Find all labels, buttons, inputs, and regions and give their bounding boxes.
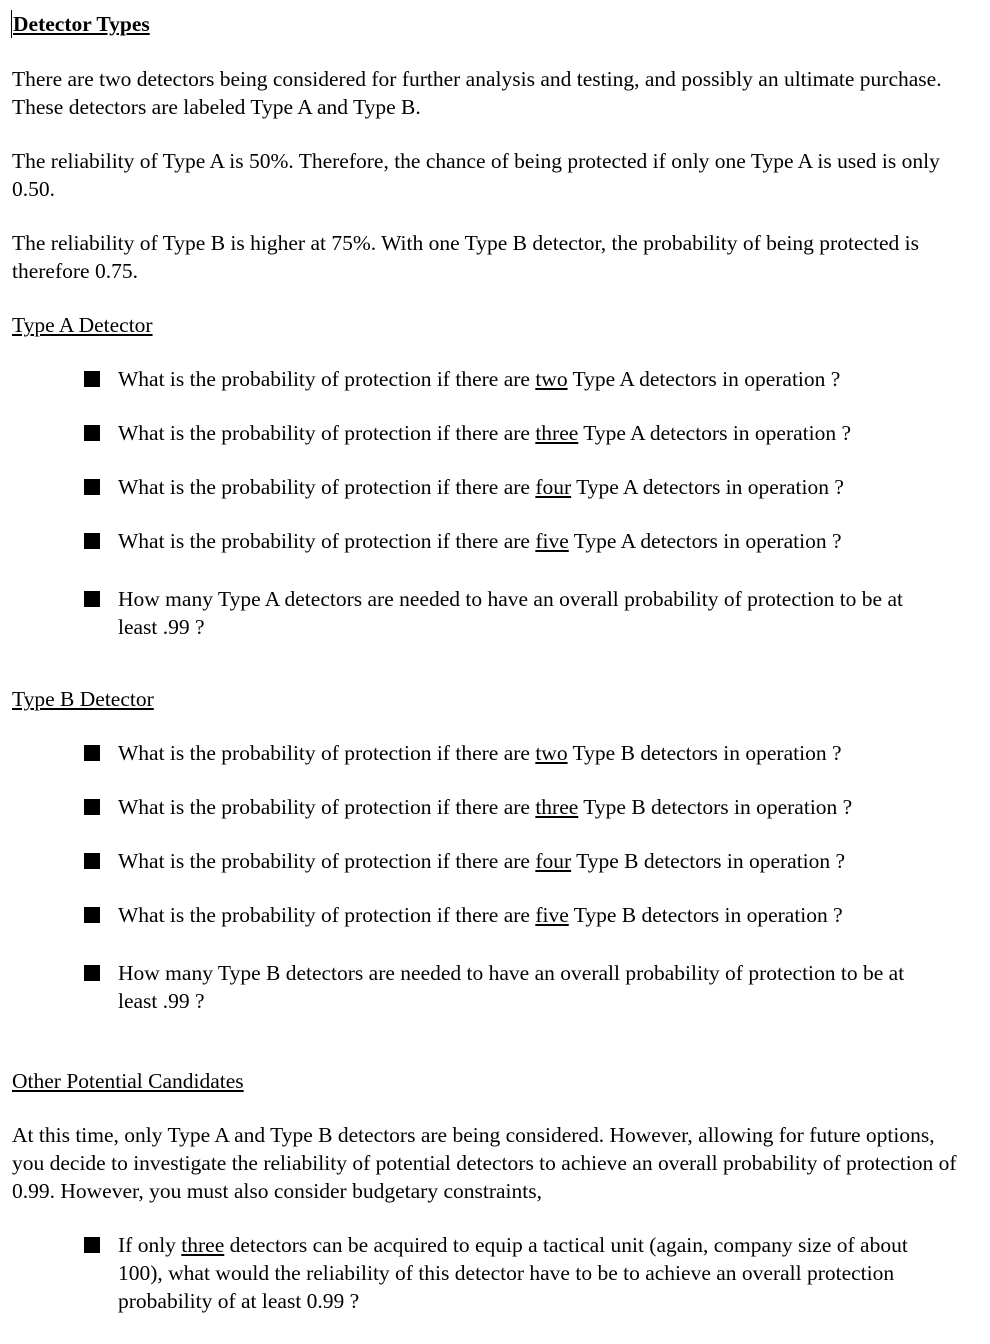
type-b-heading: Type B Detector	[12, 687, 154, 711]
intro-paragraph-1: There are two detectors being considered for further analysis and testing, and possibly an ultimate purchase. These detectors are labeled Type A and Type B.	[12, 67, 942, 119]
type-a-heading: Type A Detector	[12, 313, 153, 337]
bullet-square-icon	[84, 591, 100, 607]
bullet-square-icon	[84, 533, 100, 549]
bullet-square-icon	[84, 479, 100, 495]
bullet-square-icon	[84, 799, 100, 815]
other-candidates-paragraph: At this time, only Type A and Type B detectors are being considered. However, allowing for future options, you decide to investigate the reliability of potential detectors to achieve an overall probability of protection of 0.99. However, you must also consider budgetary constraints,	[12, 1123, 957, 1203]
page-title: Detector Types	[13, 12, 150, 36]
bullet-square-icon	[84, 371, 100, 387]
bullet-square-icon	[84, 907, 100, 923]
bullet-square-icon	[84, 965, 100, 981]
bullet-square-icon	[84, 745, 100, 761]
intro-paragraph-2: The reliability of Type A is 50%. Therefore, the chance of being protected if only one Type A is used is only 0.50.	[12, 149, 940, 201]
bullet-square-icon	[84, 425, 100, 441]
bullet-square-icon	[84, 853, 100, 869]
intro-paragraph-3: The reliability of Type B is higher at 75%. With one Type B detector, the probability of being protected is therefore 0.75.	[12, 231, 920, 283]
bullet-square-icon	[84, 1237, 100, 1253]
other-candidates-heading: Other Potential Candidates	[12, 1069, 244, 1093]
